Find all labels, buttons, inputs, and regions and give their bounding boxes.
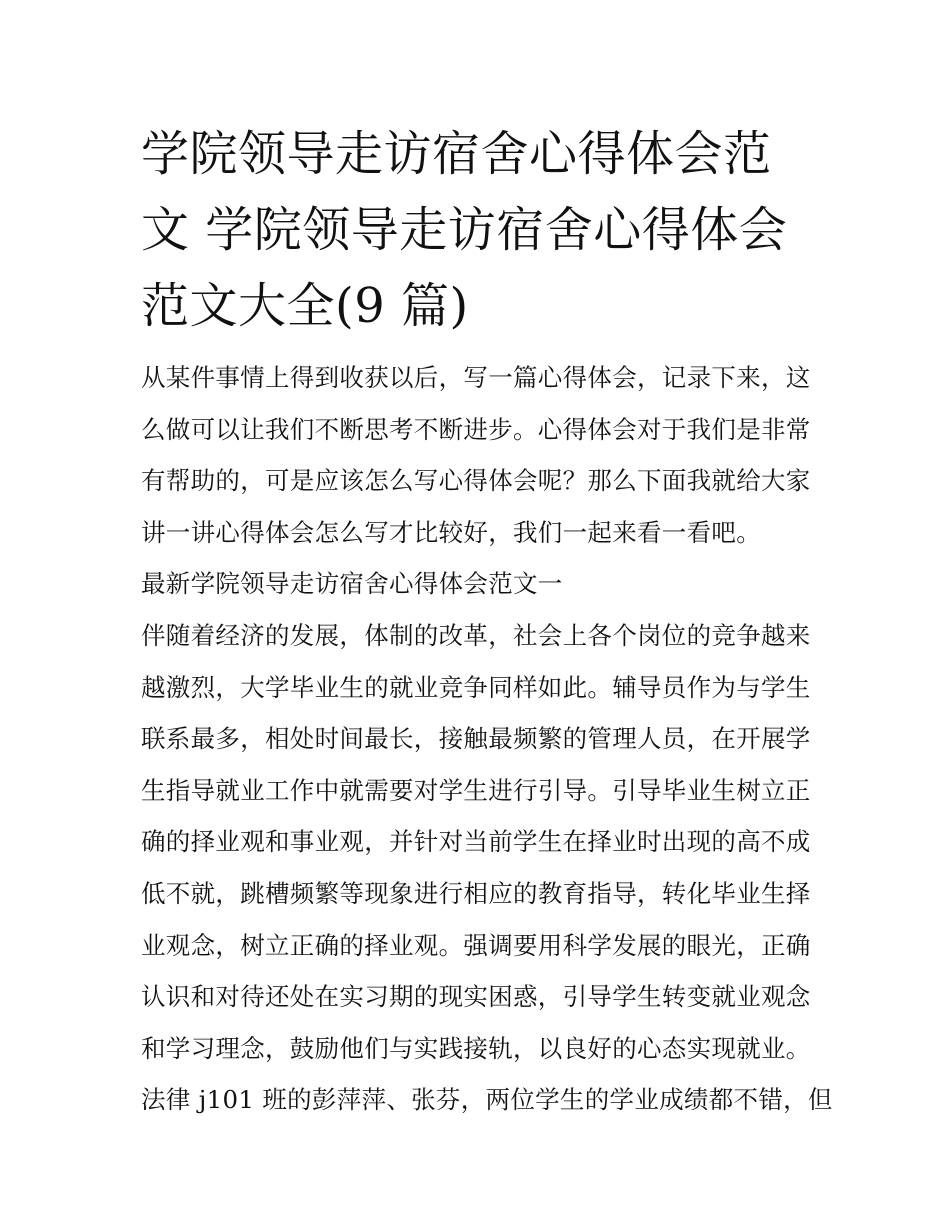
body-line: 联系最多，相处时间最长，接触最频繁的管理人员，在开展学: [141, 724, 811, 754]
body-line: 伴随着经济的发展，体制的改革，社会上各个岗位的竞争越来: [141, 620, 811, 650]
title-line: 范文大全(9 篇): [141, 278, 469, 334]
body-line: 越激烈，大学毕业生的就业竞争同样如此。辅导员作为与学生: [141, 672, 811, 702]
body-line: 有帮助的，可是应该怎么写心得体会呢？那么下面我就给大家: [141, 466, 811, 496]
body-line: 确的择业观和事业观，并针对当前学生在择业时出现的高不成: [141, 827, 811, 857]
body-line: 么做可以让我们不断思考不断进步。心得体会对于我们是非常: [141, 414, 811, 444]
body-line: 从某件事情上得到收获以后，写一篇心得体会，记录下来，这: [141, 363, 811, 392]
body-line: 法律 j101 班的彭萍萍、张芬，两位学生的学业成绩都不错，但: [141, 1085, 833, 1115]
title-line: 学院领导走访宿舍心得体会范: [141, 126, 772, 182]
section-heading: 最新学院领导走访宿舍心得体会范文一: [141, 569, 563, 599]
body-line: 认识和对待还处在实习期的现实困惑，引导学生转变就业观念: [141, 982, 811, 1012]
document-body: [141, 352, 833, 1126]
body-line: 业观念，树立正确的择业观。强调要用科学发展的眼光，正确: [141, 930, 811, 960]
body-line: 和学习理念，鼓励他们与实践接轨，以良好的心态实现就业。: [141, 1033, 811, 1063]
title-line: 文 学院领导走访宿舍心得体会: [141, 202, 788, 258]
body-line: 生指导就业工作中就需要对学生进行引导。引导毕业生树立正: [141, 775, 811, 805]
body-line: 讲一讲心得体会怎么写才比较好，我们一起来看一看吧。: [141, 517, 761, 547]
document-title: [141, 116, 821, 344]
body-line: 低不就，跳槽频繁等现象进行相应的教育指导，转化毕业生择: [141, 878, 811, 908]
